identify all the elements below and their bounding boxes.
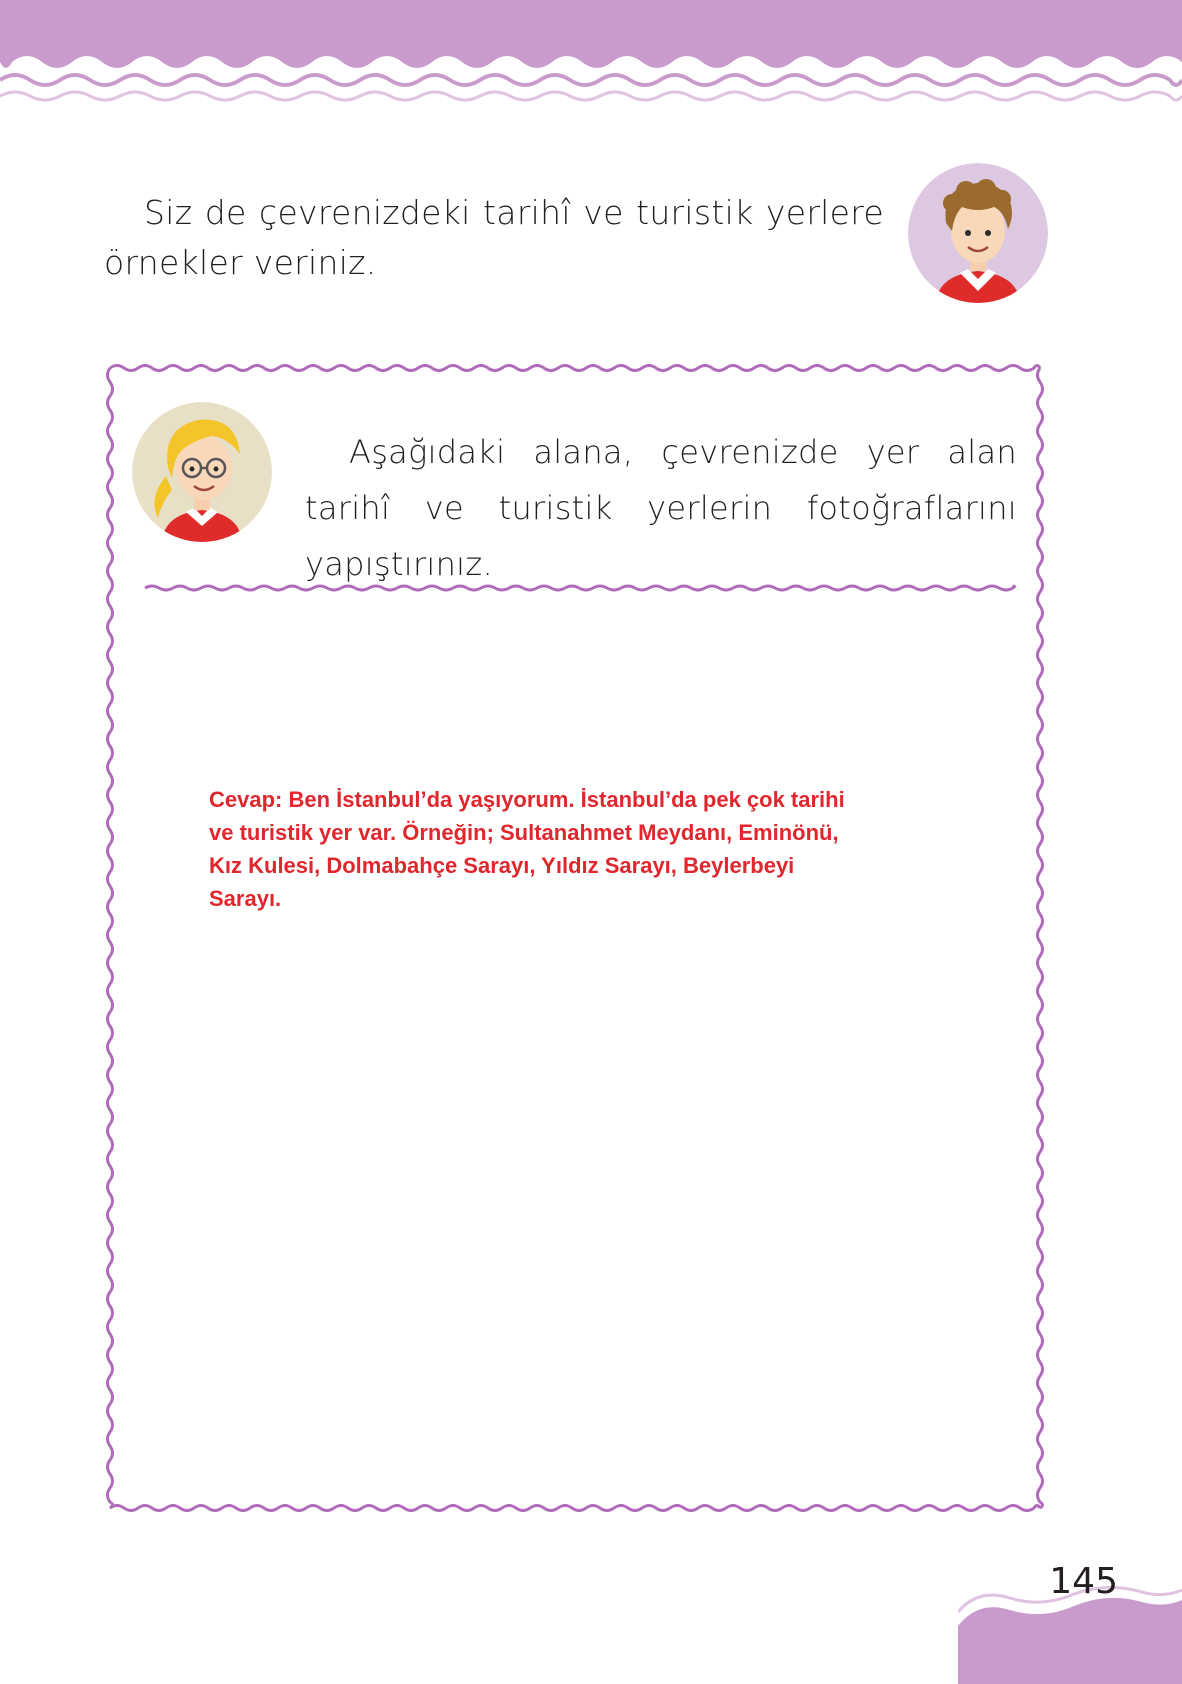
frame-border-left [108,368,113,1508]
intro-question-text: Siz de çevrenizdeki tarihî ve turistik yerlere örnekler veriniz. [104,193,884,282]
top-decorative-band [0,0,1182,110]
boy-avatar-icon [908,163,1048,303]
frame-border-top [110,366,1040,371]
page-number: 145 [1049,1561,1118,1602]
top-band-fill [0,0,1182,68]
frame-border-right [1038,368,1043,1508]
top-band-wave [0,92,1182,100]
instruction-text: Aşağıdaki alana, çevrenizde yer alan tarihî ve turistik yerlerin fotoğraflarını yapıştırınız. [305,433,1017,583]
top-band-wave [0,75,1182,85]
girl-with-glasses-avatar-icon [132,402,272,542]
frame-border-bottom [110,1506,1040,1511]
corner-band-fill [958,1598,1182,1684]
answer-text: Cevap: Ben İstanbul’da yaşıyorum. İstanbul’da pek çok tarihi ve turistik yer var. Örneğin; Sultanahmet Meydanı, Eminönü, Kız Kulesi, Dolmabahçe Sarayı, Yıldız Sarayı, Beylerbeyi Sarayı. [209,787,845,911]
